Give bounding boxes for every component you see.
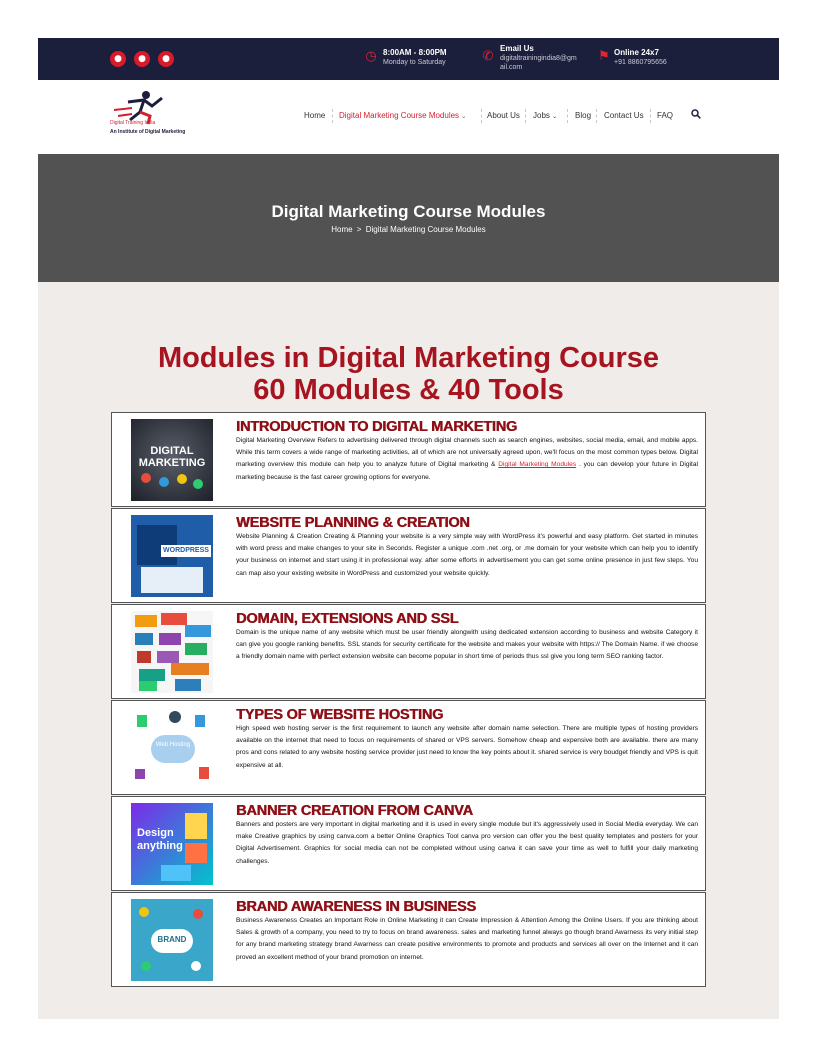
online-title: Online 24x7 (614, 48, 659, 57)
logo-text-1: Digital Training India (110, 120, 156, 126)
module-card (111, 796, 706, 891)
nav-divider (525, 109, 526, 123)
nav-digital-marketing-course-modules[interactable] (339, 110, 466, 123)
module-desc-text: Banners and posters are very important in digital marketing and it is used in every single module but it's aggressively used in Social Media everyday. We can make Creative graphics by using canva.com a better Online Graphics Tool canva pro version can offer you the best quality templates and posters for your Digital Advertisement. Graphics for social media can not be completed without using canva it can save your time as well to fulfill your daily marketing challenges. (236, 821, 698, 865)
decor-dot (141, 961, 151, 971)
email-sub-2: ail.com (500, 64, 523, 71)
nav-faq[interactable]: FAQ (657, 111, 674, 120)
location-pin-icon: ⚑ (598, 49, 610, 64)
module-card (111, 604, 706, 699)
module-description (236, 915, 698, 964)
module-image (131, 707, 213, 789)
decor-tile (185, 625, 211, 637)
nav-contact-us[interactable]: Contact Us (604, 111, 644, 120)
decor-device (135, 769, 145, 779)
module-image-text: BRAND (157, 935, 187, 944)
nav-divider (567, 109, 568, 123)
nav-divider (650, 109, 651, 123)
decor-device (195, 715, 205, 727)
module-title: DOMAIN, EXTENSIONS AND SSL (236, 611, 459, 627)
module-title: BRAND AWARENESS IN BUSINESS (236, 899, 476, 915)
top-bar (38, 38, 779, 80)
decor-device (137, 715, 147, 727)
decor-device (199, 767, 209, 779)
modules-heading-line-1: Modules in Digital Marketing Course (157, 342, 660, 374)
module-image (131, 611, 213, 693)
breadcrumb-separator: > (356, 225, 362, 234)
module-image-text: DIGITAL MARKETING (138, 445, 206, 469)
decor-dot (191, 961, 201, 971)
decor-tile (139, 681, 157, 691)
module-title: TYPES OF WEBSITE HOSTING (236, 707, 444, 723)
decor-dot (177, 474, 187, 484)
decor-tile (161, 613, 187, 625)
nav-divider (332, 109, 333, 123)
phone-icon: ✆ (482, 49, 494, 64)
hours-title: 8:00AM - 8:00PM (383, 48, 447, 57)
nav-divider (596, 109, 597, 123)
decor-tile (175, 679, 201, 691)
digital-marketing-modules-link[interactable]: Digital Marketing Modules (498, 461, 577, 469)
decor-device (169, 711, 181, 723)
module-image (131, 803, 213, 885)
module-image-text: WORDPRESS (161, 545, 211, 557)
social-icon-3[interactable]: ● (158, 51, 174, 67)
clock-icon: ◷ (365, 49, 377, 64)
email-title: Email Us (500, 44, 534, 53)
nav-label: Digital Marketing Course Modules (339, 111, 460, 120)
module-title: BANNER CREATION FROM CANVA (236, 803, 473, 819)
social-icon-2[interactable]: ● (134, 51, 150, 67)
cloud-icon (151, 735, 195, 763)
decor-dot (159, 477, 169, 487)
module-desc-text: Domain is the unique name of any website which must be user friendly alongwith using dedicated extension according to business and website Category it can give you google ranking benefits. SSL stands for security certificate for the website and makes your website with https:// The Domain Name. if we choose a friendly domain name with perfect extension website can become popular in short time of periods thus ssl give you long term SEO ranking factor. (236, 629, 698, 661)
nav-about-us[interactable]: About Us (487, 111, 520, 120)
breadcrumb (38, 225, 779, 234)
decor-tile (159, 633, 181, 645)
nav-divider (481, 109, 482, 123)
email-sub-1: digitaltrainingindia8@gm (500, 55, 577, 62)
decor-dot (193, 479, 203, 489)
decor-dot (141, 473, 151, 483)
nav-label: Jobs (533, 111, 550, 120)
decor-tile (137, 651, 151, 663)
module-card (111, 412, 706, 507)
module-description (236, 723, 698, 772)
module-card (111, 700, 706, 795)
module-desc-text: . you can develop your future in Digital marketing because is the fast career growing options for everyone. (236, 461, 698, 481)
decor-tile (157, 651, 179, 663)
module-description (236, 819, 698, 868)
decor-dot (139, 907, 149, 917)
breadcrumb-home[interactable]: Home (331, 225, 353, 234)
online-info (614, 48, 667, 67)
breadcrumb-current: Digital Marketing Course Modules (365, 225, 486, 234)
module-desc-text: Business Awareness Creates an Important Role in Online Marketing it can Create Impression & Attention Among the Online Users. If you are thinking about Sales & growth of a company, you need to try to focus on brand awareness. sales and marketing funnel always go though brand Awarness its very initial step for any brand marketing strategy brand Awarness can create positive environments to promote and products and services all over on the Internet and it can proved an excellent method of your brand promotion on internet. (236, 917, 698, 961)
chevron-down-icon: ⌄ (461, 113, 467, 120)
email-info[interactable] (500, 44, 577, 72)
decor-tile (139, 669, 165, 681)
chevron-down-icon: ⌄ (552, 113, 558, 120)
page-title: Digital Marketing Course Modules (271, 202, 546, 221)
module-title: WEBSITE PLANNING & CREATION (236, 515, 470, 531)
module-card (111, 508, 706, 603)
decor-card (185, 843, 207, 863)
module-image (131, 419, 213, 501)
modules-heading-line-2: 60 Modules & 40 Tools (253, 374, 564, 406)
modules-heading (38, 342, 779, 406)
module-image (131, 515, 213, 597)
logo-text-2: An Institute of Digital Marketing (110, 129, 186, 135)
search-icon[interactable] (691, 109, 703, 121)
module-image-text: Web Hosting (155, 742, 191, 748)
module-image (131, 899, 213, 981)
decor-tile (185, 643, 207, 655)
hours-sub: Monday to Saturday (383, 59, 446, 66)
module-description (236, 627, 698, 664)
site-header (38, 80, 779, 154)
main-content (38, 282, 779, 1019)
decor-block (141, 567, 203, 593)
online-sub: +91 8860795656 (614, 59, 667, 66)
decor-tile (135, 633, 153, 645)
social-icon-1[interactable]: ● (110, 51, 126, 67)
module-image-text: Design anything (137, 827, 183, 852)
module-title: INTRODUCTION TO DIGITAL MARKETING (236, 419, 517, 435)
page (38, 38, 779, 1019)
page-hero (38, 154, 779, 282)
decor-dot (193, 909, 203, 919)
nav-jobs[interactable] (533, 110, 557, 123)
module-card (111, 892, 706, 987)
nav-home[interactable]: Home (304, 111, 326, 120)
decor-tile (135, 615, 157, 627)
module-description (236, 531, 698, 580)
module-desc-text: Website Planning & Creation Creating & Planning your website is a very simple way with WordPress it's powerful and easy platform. Get started in minutes with word press and make changes to your site in Seconds. Register a unique .com .net .org, or .me domain for your website which can help you to identify your business on internet and start using it in professional way. after some efforts in advertisement you can get some online presence in just few steps. You can map also your existing website in WordPress and customized your website quickly. (236, 533, 698, 577)
module-desc-text: Digital Marketing Overview Refers to advertising delivered through digital channels such as search engines, websites, social media, email, and mobile apps. While this term covers a wide range of marketing activities, all of which are not universally agreed upon, we'll focus on the most common types below. Digital marketing overview this module can help you to analyze future of Digital marketing & (236, 437, 698, 469)
nav-blog[interactable]: Blog (575, 111, 592, 120)
decor-card (185, 813, 207, 839)
module-description (236, 435, 698, 484)
module-desc-text: High speed web hosting server is the first requirement to launch any website after domain name selection. There are multiple types of hosting providers available on the internet that need to focus on requirements of shared or VPS servers. Somehow cheap and expensive both are available. there are many pros and cons related to any website hosting service provider just need to know the key points about it. shared service is very boudget friendly and VPS is quit expensive at all. (236, 725, 698, 769)
decor-card (161, 865, 191, 881)
hours-info (383, 48, 447, 67)
decor-tile (171, 663, 209, 675)
